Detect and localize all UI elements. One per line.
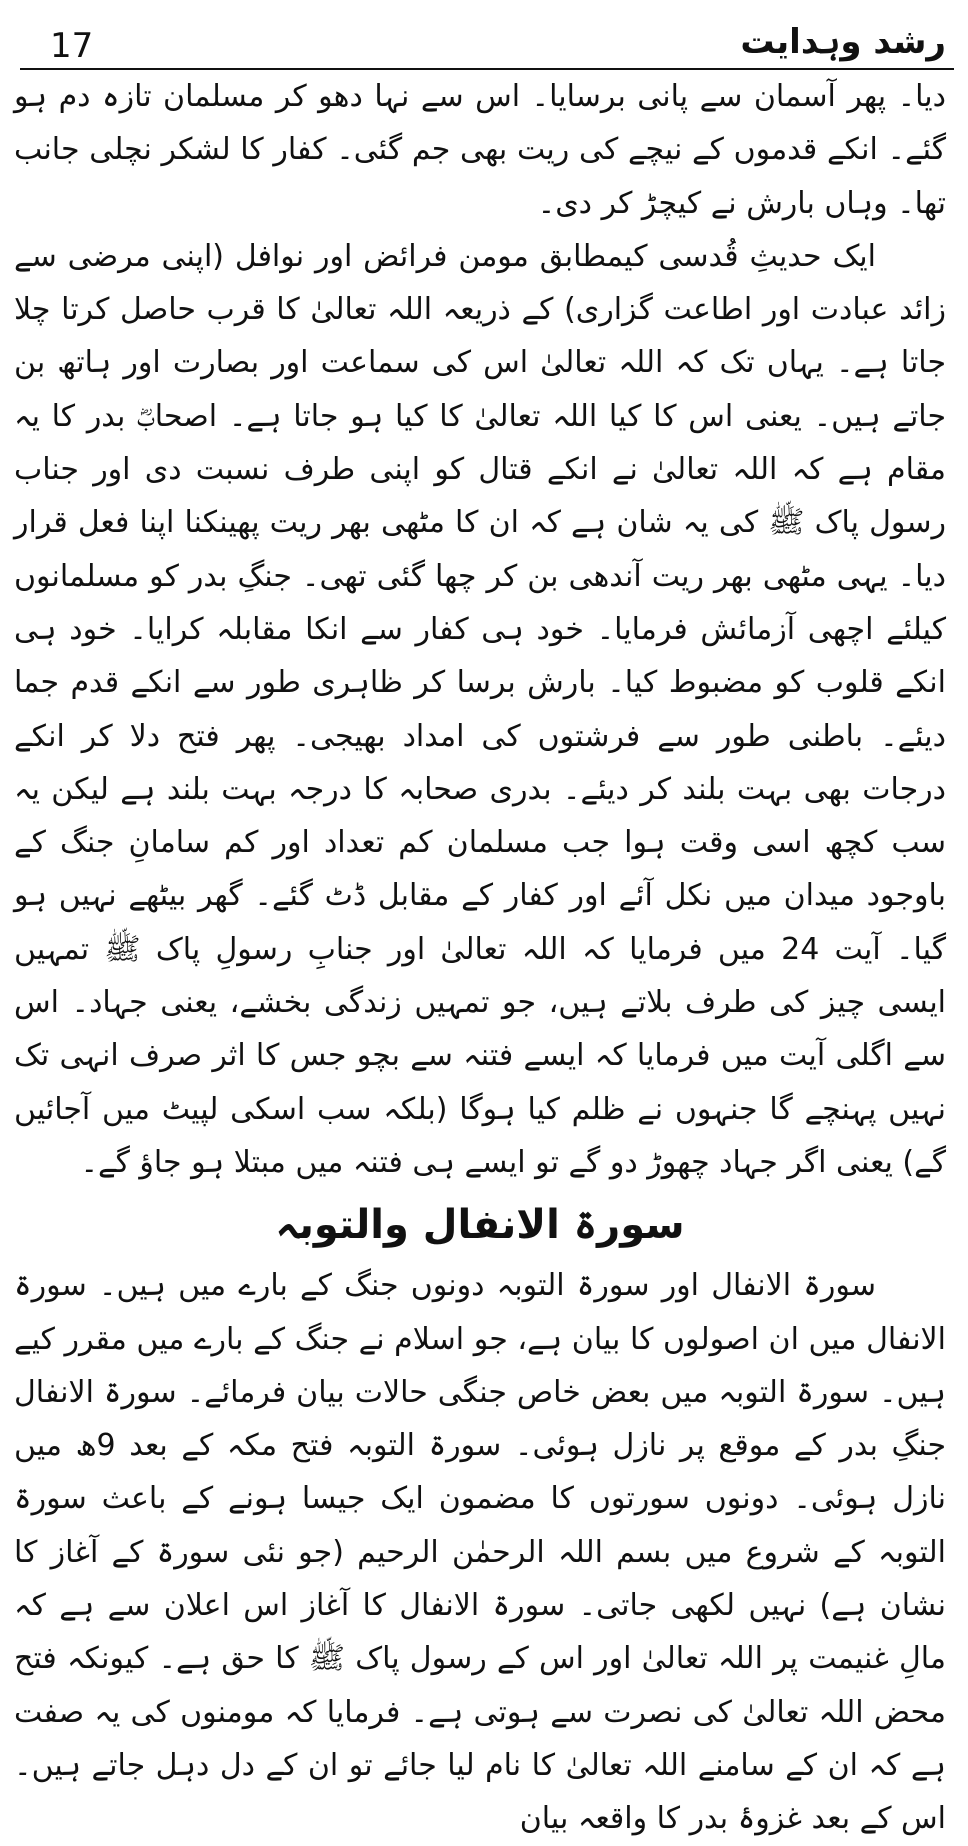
section-body-text	[14, 1259, 946, 1845]
paragraph-2: ایک حدیثِ قُدسی کیمطابق مومن فرائض اور نوافل (اپنی مرضی سے زائد عبادت اور اطاعت گزاری) کے ذریعہ اللہ تعالیٰ کا قرب حاصل کرتا چلا جاتا ہے۔ یہاں تک کہ اللہ تعالیٰ اس کی سماعت اور بصارت اور ہاتھ بن جاتے ہیں۔ یعنی اس کا کیا اللہ تعالیٰ کا کیا ہو جاتا ہے۔ اصحابؓ بدر کا یہ مقام ہے کہ اللہ تعالیٰ نے انکے قتال کو اپنی طرف نسبت دی اور جناب رسول پاک ﷺ کی یہ شان ہے کہ ان کا مٹھی بھر ریت پھینکنا اپنا فعل قرار دیا۔ یہی مٹھی بھر ریت آندھی بن کر چھا گئی تھی۔ جنگِ بدر کو مسلمانوں کیلئے اچھی آزمائش فرمایا۔ خود ہی کفار سے انکا مقابلہ کرایا۔ خود ہی انکے قلوب کو مضبوط کیا۔ بارش برسا کر ظاہری طور سے انکے قدم جما دیئے۔ باطنی طور سے فرشتوں کی امداد بھیجی۔ پھر فتح دلا کر انکے درجات بھی بہت بلند کر دیئے۔ بدری صحابہ کا درجہ بہت بلند ہے لیکن یہ سب کچھ اسی وقت ہوا جب مسلمان کم تعداد اور کم سامانِ جنگ کے باوجود میدان میں نکل آئے اور کفار کے مقابل ڈٹ گئے۔ گھر بیٹھے نہیں ہو گیا۔ آیت 24 میں فرمایا کہ اللہ تعالیٰ اور جنابِ رسولِ پاک ﷺ تمہیں ایسی چیز کی طرف بلاتے ہیں، جو تمہیں زندگی بخشے، یعنی جہاد۔ اس سے اگلی آیت میں فرمایا کہ ایسے فتنہ سے بچو جس کا اثر صرف انہی تک نہیں پہنچے گا جنہوں نے ظلم کیا ہوگا (بلکہ سب اسکی لپیٹ میں آجائیں گے) یعنی اگر جہاد چھوڑ دو گے تو ایسے ہی فتنہ میں مبتلا ہو جاؤ گے۔	[14, 238, 946, 1180]
paragraph-1: دیا۔ پھر آسمان سے پانی برسایا۔ اس سے نہا دھو کر مسلمان تازہ دم ہو گئے۔ انکے قدموں کے نیچے کی ریت بھی جم گئی۔ کفار کا لشکر نچلی جانب تھا۔ وہاں بارش نے کیچڑ کر دی۔	[14, 79, 946, 221]
book-title: رشد وہدایت	[740, 22, 946, 62]
body-text	[14, 70, 946, 1189]
page-header	[20, 0, 954, 70]
page-number: 17	[50, 26, 94, 66]
section-heading: سورۃ الانفال والتوبہ	[275, 1202, 685, 1249]
section-paragraph-1: سورۃ الانفال اور سورۃ التوبہ دونوں جنگ کے بارے میں ہیں۔ سورۃ الانفال میں ان اصولوں کا بیان ہے، جو اسلام نے جنگ کے بارے میں مقرر کیے ہیں۔ سورۃ التوبہ میں بعض خاص جنگی حالات بیان فرمائے۔ سورۃ الانفال جنگِ بدر کے موقع پر نازل ہوئی۔ سورۃ التوبہ فتح مکہ کے بعد 9ھ میں نازل ہوئی۔ دونوں سورتوں کا مضمون ایک جیسا ہونے کے باعث سورۃ التوبہ کے شروع میں بسم اللہ الرحمٰن الرحیم (جو نئی سورۃ کے آغاز کا نشان ہے) نہیں لکھی جاتی۔ سورۃ الانفال کا آغاز اس اعلان سے ہے کہ مالِ غنیمت پر اللہ تعالیٰ اور اس کے رسول پاک ﷺ کا حق ہے۔ کیونکہ فتح محض اللہ تعالیٰ کی نصرت سے ہوتی ہے۔ فرمایا کہ مومنوں کی یہ صفت ہے کہ ان کے سامنے اللہ تعالیٰ کا نام لیا جائے تو ان کے دل دہل جاتے ہیں۔ اس کے بعد غزوۂ بدر کا واقعہ بیان	[14, 1268, 946, 1837]
